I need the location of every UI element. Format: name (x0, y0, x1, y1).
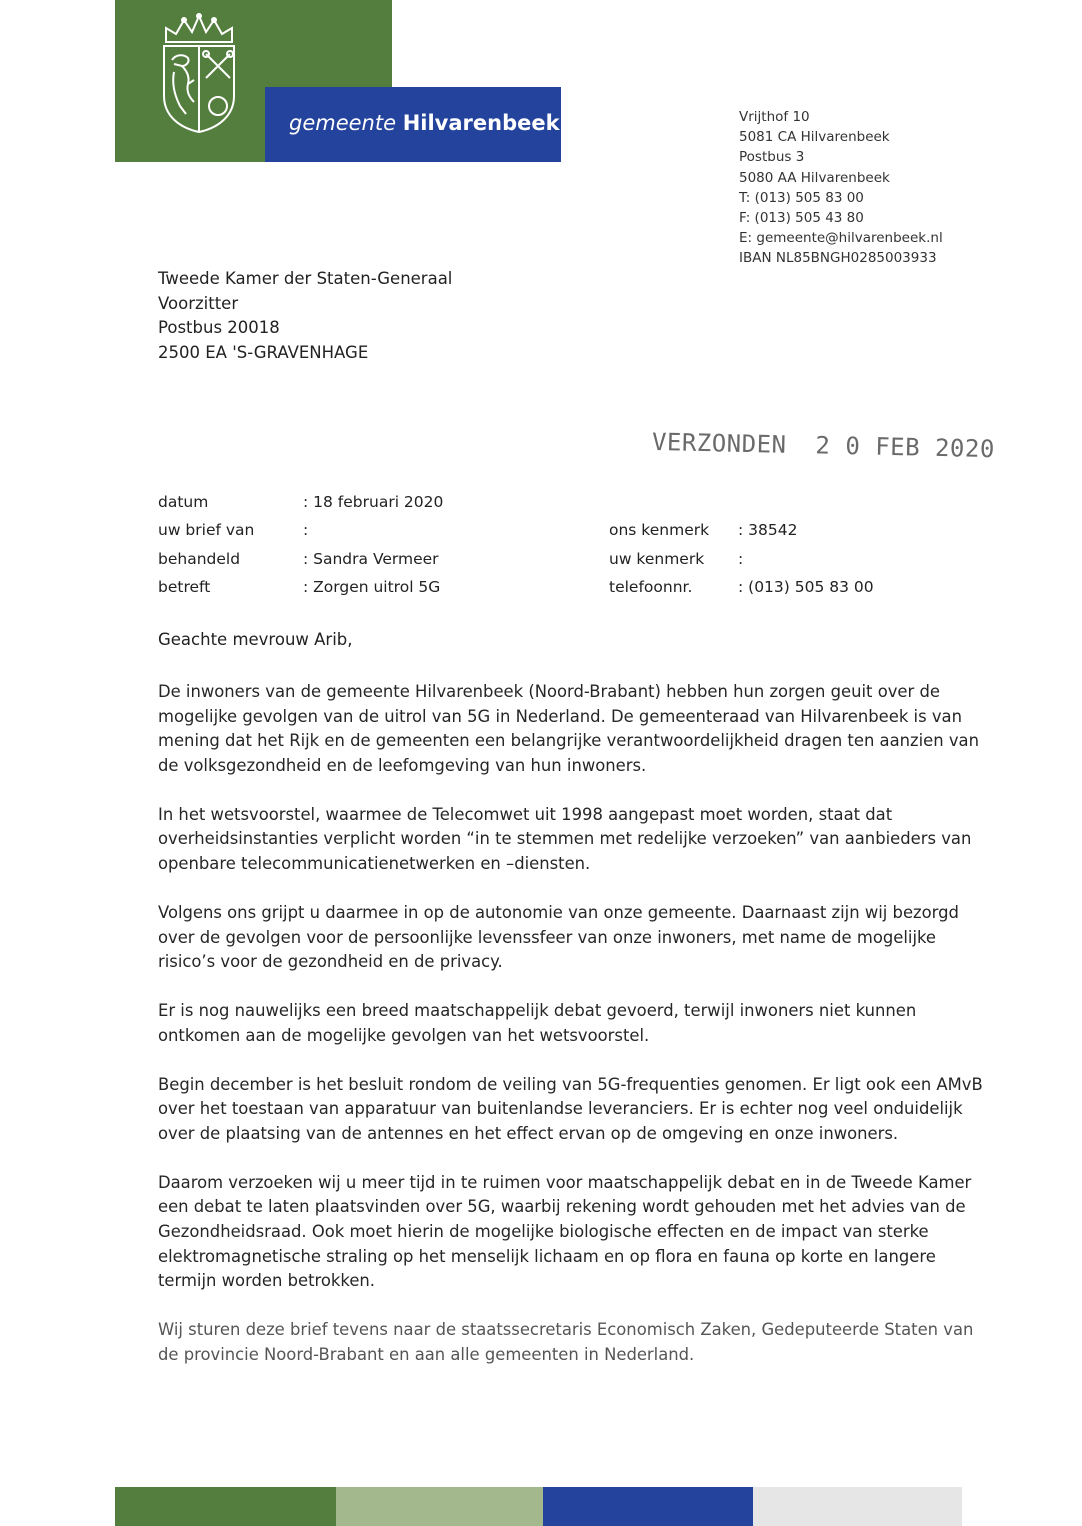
meta-value: : Zorgen uitrol 5G (303, 578, 441, 596)
paragraph: De inwoners van de gemeente Hilvarenbeek (Noord-Brabant) hebben hun zorgen geuit over de mogelijke gevolgen van de uitrol van 5G in Nederland. De gemeenteraad van Hilvarenbeek is van mening dat het Rijk en de gemeenten een belangrijke verantwoordelijkheid dragen ten aanzien van de volksgezondheid en de leefomgeving van hun inwoners. (158, 682, 979, 775)
paragraph: Daarom verzoeken wij u meer tijd in te ruimen voor maatschappelijk debat en in de Tweede Kamer een debat te laten plaatsvinden over 5G, waarbij rekening wordt gehouden met het advies van de Gezondheidsraad. Ook moet hierin de mogelijke biologische effecten en de impact van sterke elektromagnetische straling op het menselijk lichaam en op flora en fauna op korte en langere termijn worden betrokken. (158, 1172, 972, 1291)
recipient-city: 2500 EA 'S-GRAVENHAGE (158, 342, 369, 362)
sender-postbus-city: 5080 AA Hilvarenbeek (739, 169, 890, 186)
sender-postbus: Postbus 3 (739, 149, 805, 166)
paragraph: In het wetsvoorstel, waarmee de Telecomwet uit 1998 aangepast moet worden, staat dat overheidsinstanties verplicht worden “in te stemmen met redelijke verzoeken” van aanbieders van openbare telecommunicatienetwerken en –diensten. (158, 804, 972, 873)
sent-stamp (652, 428, 995, 463)
footer-bar-light-green (336, 1487, 543, 1526)
meta-label: uw kenmerk (609, 550, 705, 568)
sender-iban: IBAN NL85BNGH0285003933 (739, 250, 937, 267)
sender-postcode-city: 5081 CA Hilvarenbeek (739, 129, 890, 146)
meta-value: : 18 februari 2020 (303, 493, 444, 511)
sender-email: E: gemeente@hilvarenbeek.nl (739, 230, 943, 247)
logo-prefix: gemeente (289, 111, 397, 135)
meta-label: behandeld (158, 550, 241, 568)
recipient-postbus: Postbus 20018 (158, 318, 280, 337)
meta-left (158, 493, 558, 603)
meta-label: ons kenmerk (609, 521, 710, 539)
sender-fax: F: (013) 505 43 80 (739, 210, 864, 227)
paragraph: Er is nog nauwelijks een breed maatschappelijk debat gevoerd, terwijl inwoners niet kunnen ontkomen aan de mogelijke gevolgen van het wetsvoorstel. (158, 1001, 917, 1045)
meta-label: uw brief van (158, 521, 255, 539)
sender-address (739, 107, 943, 269)
paragraph: Volgens ons grijpt u daarmee in op de autonomie van onze gemeente. Daarnaast zijn wij bezorgd over de gevolgen voor de persoonlijke levenssfeer van onze inwoners, met name de mogelijke risico’s voor de gezondheid en de privacy. (158, 902, 959, 972)
footer-bar-grey (753, 1487, 962, 1526)
meta-value: : (738, 550, 744, 568)
sender-phone: T: (013) 505 83 00 (739, 189, 864, 206)
footer-bar-blue (543, 1487, 753, 1526)
coat-of-arms-icon (160, 12, 238, 134)
letter-body (158, 680, 993, 1392)
recipient-address (158, 267, 452, 365)
paragraph: Begin december is het besluit rondom de veiling van 5G-frequenties genomen. Er ligt ook een AMvB over het toestaan van apparatuur van buitenlandse leveranciers. Er is echter nog veel onduidelijk over de plaatsing van de antennes en het effect ervan op de omgeving en onze inwoners. (158, 1074, 983, 1143)
logo-wordmark (265, 87, 561, 162)
salutation: Geachte mevrouw Arib, (158, 630, 353, 649)
meta-value: : Sandra Vermeer (303, 550, 439, 568)
sender-street: Vrijthof 10 (739, 109, 810, 125)
meta-value: : 38542 (738, 521, 798, 539)
logo-name: Hilvarenbeek (402, 111, 560, 135)
footer-bar-green (115, 1487, 336, 1526)
stamp-label: VERZONDEN (651, 428, 787, 459)
meta-value: : (303, 521, 309, 539)
paragraph: Wij sturen deze brief tevens naar de staatssecretaris Economisch Zaken, Gedeputeerde Staten van de provincie Noord-Brabant en aan alle gemeenten in Nederland. (158, 1320, 974, 1364)
meta-label: datum (158, 493, 209, 511)
stamp-date: 2 0 FEB 2020 (815, 431, 996, 464)
meta-label: betreft (158, 578, 211, 596)
meta-value: : (013) 505 83 00 (738, 578, 874, 596)
recipient-org: Tweede Kamer der Staten-Generaal (158, 269, 453, 288)
recipient-role: Voorzitter (158, 293, 239, 313)
meta-right (609, 521, 989, 603)
meta-label: telefoonnr. (609, 578, 693, 596)
